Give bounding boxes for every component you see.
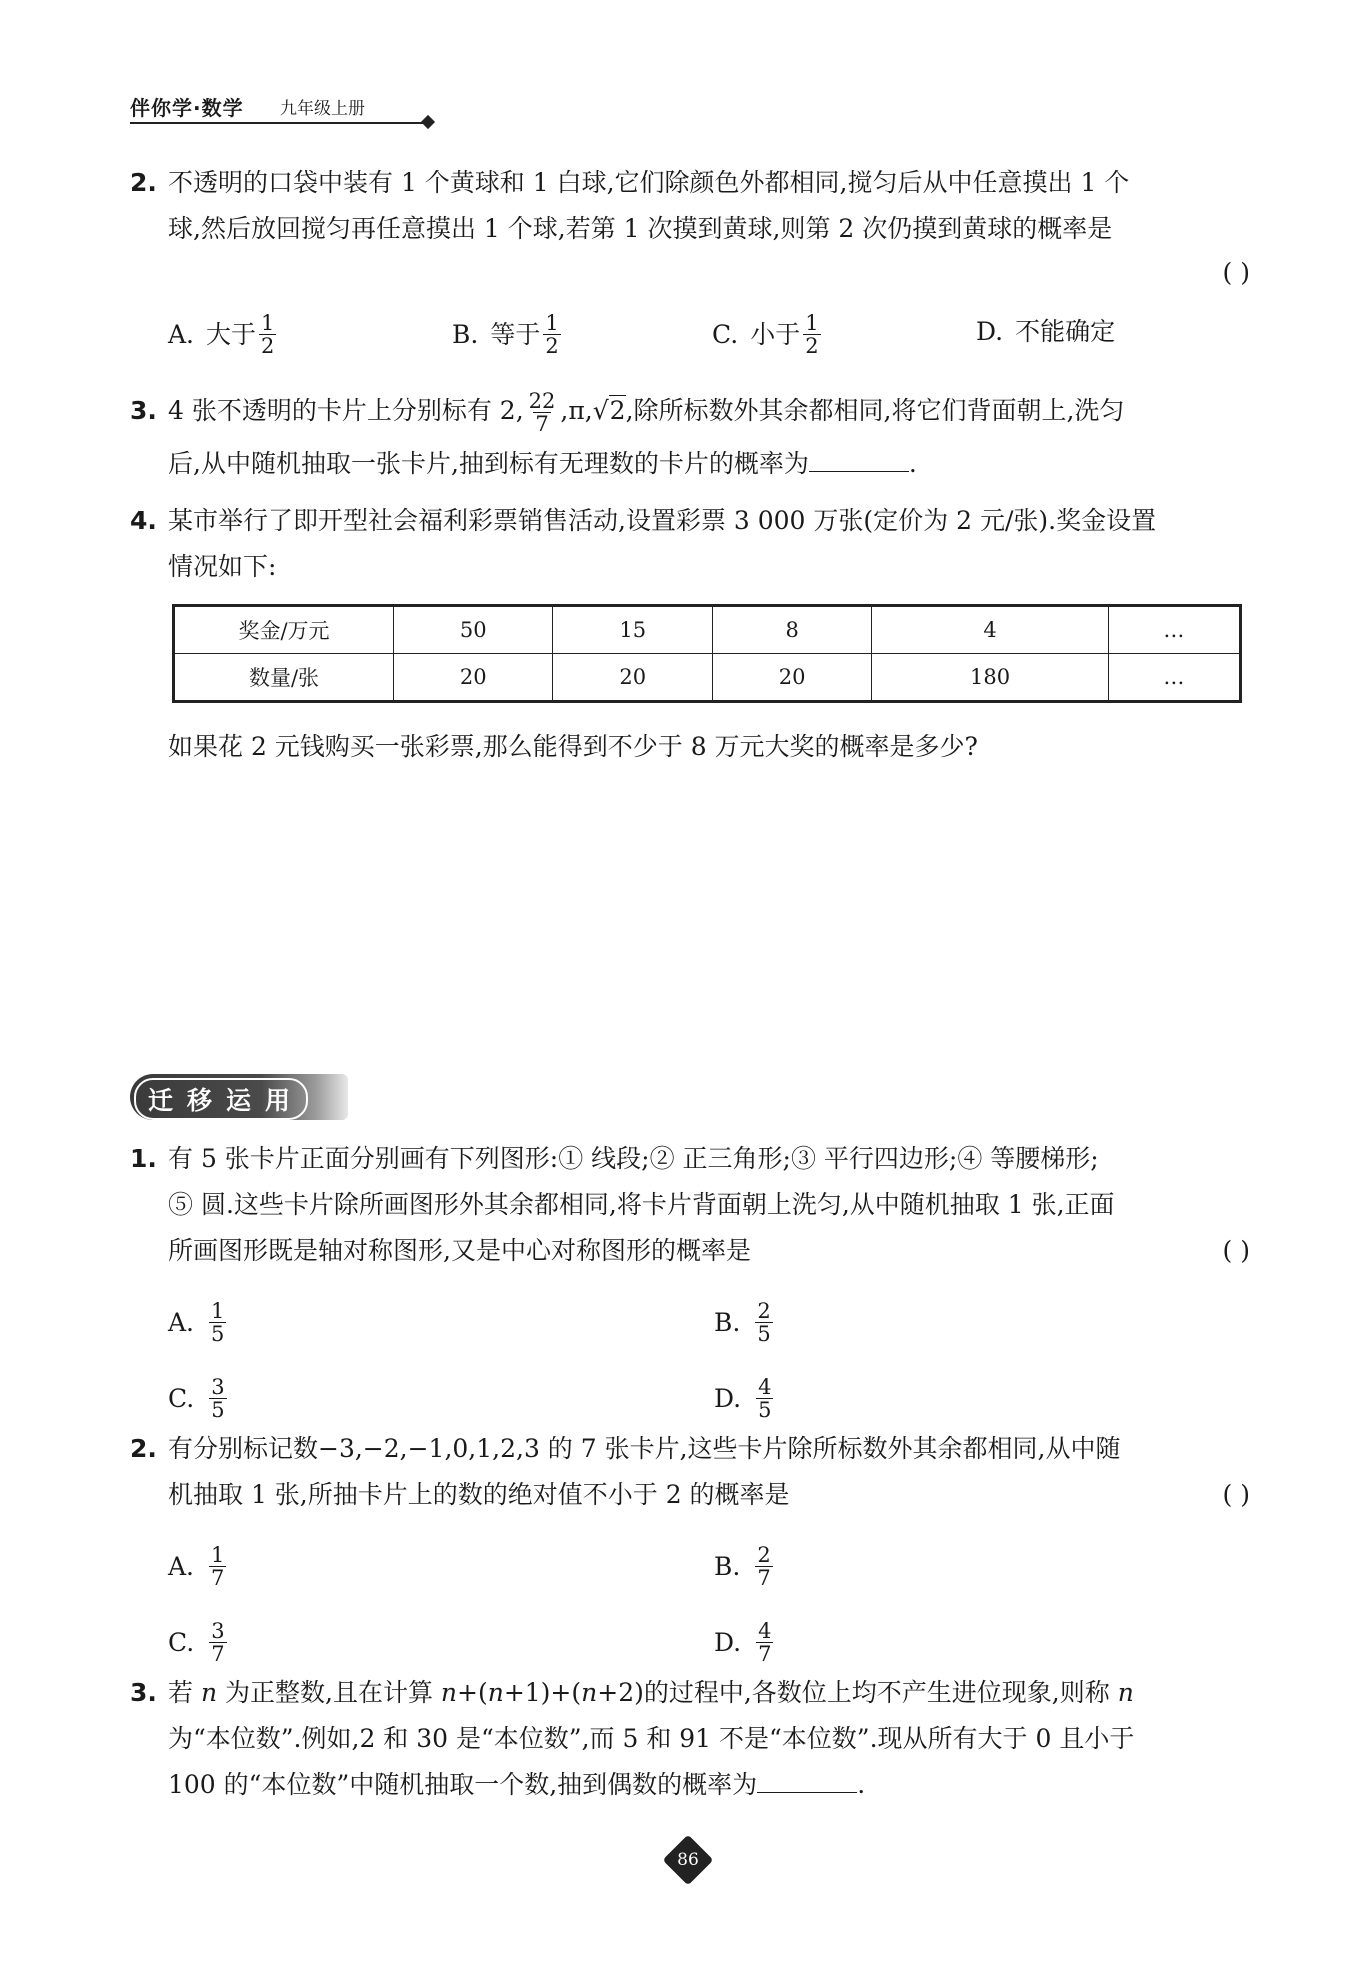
fraction: [756, 1620, 773, 1665]
fraction: [209, 1376, 226, 1421]
variable-n: n: [581, 1678, 598, 1707]
denominator: 2: [805, 334, 819, 358]
question-number: 1.: [130, 1144, 157, 1173]
option-text: 大于: [206, 319, 257, 349]
denominator: 7: [211, 1566, 225, 1590]
variable-n: n: [1117, 1678, 1134, 1707]
fraction: [756, 1376, 773, 1421]
question-number: 2.: [130, 1434, 157, 1463]
option-letter: C.: [168, 1627, 195, 1657]
question-text: 4 张不透明的卡片上分别标有 2,: [168, 396, 524, 425]
denominator: 5: [211, 1322, 225, 1346]
option-letter: C.: [712, 319, 739, 349]
section-title: 迁移运用: [148, 1086, 305, 1115]
numerator: 2: [757, 1299, 771, 1323]
table-cell: 15: [553, 606, 712, 654]
page-header: [130, 88, 430, 128]
option-b[interactable]: [714, 1300, 776, 1345]
option-letter: A.: [168, 319, 195, 349]
question-4: [130, 498, 1250, 590]
denominator: 7: [535, 412, 549, 436]
question-line: ⑤ 圆.这些卡片除所画图形外其余都相同,将卡片背面朝上洗匀,从中随机抽取 1 张,正面: [168, 1190, 1115, 1219]
table-header-cell: 数量/张: [174, 654, 394, 702]
option-letter: B.: [714, 1551, 741, 1581]
numerator: 1: [261, 311, 275, 335]
variable-n: n: [200, 1678, 218, 1707]
answer-parentheses[interactable]: ( ): [1222, 1480, 1250, 1509]
question-text: ,除所标数外其余都相同,将它们背面朝上,洗匀: [625, 396, 1125, 425]
question-text: 若: [168, 1678, 201, 1707]
table-cell: 20: [553, 654, 712, 702]
table-header-cell: 奖金/万元: [174, 606, 394, 654]
option-letter: D.: [714, 1383, 742, 1413]
table-row: [174, 606, 1241, 654]
option-text: 不能确定: [1015, 317, 1116, 346]
fraction: [259, 312, 276, 357]
option-text: 等于: [490, 319, 541, 349]
denominator: 2: [261, 334, 275, 358]
table-cell: 20: [394, 654, 553, 702]
table-cell: 50: [394, 606, 553, 654]
fraction: [209, 1620, 226, 1665]
page-number: 86: [677, 1850, 699, 1870]
question-3: [130, 388, 1250, 487]
option-a[interactable]: [168, 1544, 229, 1589]
numerator: 3: [211, 1619, 225, 1643]
transfer-question-3: [130, 1670, 1250, 1808]
question-text: +1)+(: [503, 1678, 582, 1707]
denominator: 5: [211, 1398, 225, 1422]
fraction: [803, 312, 820, 357]
book-subtitle: 九年级上册: [280, 99, 365, 119]
question-number: 3.: [130, 396, 157, 425]
table-row: [174, 654, 1241, 702]
option-text: 小于: [750, 319, 801, 349]
question-line: 有 5 张卡片正面分别画有下列图形:① 线段;② 正三角形;③ 平行四边形;④ 等腰梯形;: [168, 1144, 1099, 1173]
numerator: 4: [758, 1619, 772, 1643]
question-text: 为正整数,且在计算: [217, 1678, 441, 1707]
numerator: 3: [211, 1375, 225, 1399]
fraction: [209, 1300, 226, 1345]
question-text: 后,从中随机抽取一张卡片,抽到标有无理数的卡片的概率为: [168, 449, 809, 478]
numerator: 1: [545, 311, 559, 335]
denominator: 5: [757, 1322, 771, 1346]
answer-blank[interactable]: [757, 1768, 857, 1793]
numerator: 4: [758, 1375, 772, 1399]
fraction: [527, 390, 558, 435]
table-cell: …: [1108, 606, 1240, 654]
option-b[interactable]: [714, 1544, 776, 1589]
variable-n: n: [487, 1678, 504, 1707]
option-c[interactable]: [712, 312, 824, 357]
question-text: .: [857, 1770, 866, 1799]
question-number: 4.: [130, 506, 157, 535]
transfer-question-1: [130, 1136, 1250, 1274]
option-c[interactable]: [168, 1620, 230, 1665]
question-line: 机抽取 1 张,所抽卡片上的数的绝对值不小于 2 的概率是: [168, 1480, 790, 1509]
question-line: [168, 1762, 1250, 1808]
fraction: [209, 1544, 226, 1589]
question-text: ,π,√: [560, 396, 609, 425]
numerator: 22: [528, 389, 556, 413]
denominator: 7: [758, 1642, 772, 1666]
option-letter: C.: [168, 1383, 195, 1413]
question-line: 如果花 2 元钱购买一张彩票,那么能得到不少于 8 万元大奖的概率是多少?: [168, 732, 978, 761]
question-text: 100 的“本位数”中随机抽取一个数,抽到偶数的概率为: [168, 1770, 758, 1799]
option-letter: B.: [714, 1307, 741, 1337]
question-4-prompt: [130, 724, 1250, 770]
question-line: [168, 388, 1250, 435]
question-line: 为“本位数”.例如,2 和 30 是“本位数”,而 5 和 91 不是“本位数”.现从所有大于 0 且小于: [168, 1724, 1135, 1753]
option-d[interactable]: [976, 312, 1115, 352]
question-line: 情况如下:: [168, 552, 277, 581]
fraction: [543, 312, 560, 357]
answer-parentheses[interactable]: ( ): [1222, 258, 1250, 287]
question-number: 3.: [130, 1678, 157, 1707]
question-line: [168, 1670, 1250, 1716]
question-text: +2)的过程中,各数位上均不产生进位现象,则称: [597, 1678, 1118, 1707]
option-letter: B.: [452, 319, 479, 349]
option-c[interactable]: [168, 1376, 230, 1421]
answer-blank[interactable]: [809, 447, 909, 472]
table-cell: 180: [872, 654, 1108, 702]
question-line: [168, 441, 1250, 487]
question-line: 球,然后放回搅匀再任意摸出 1 个球,若第 1 次摸到黄球,则第 2 次仍摸到黄球的概率是: [168, 214, 1113, 243]
transfer-question-2: [130, 1426, 1250, 1518]
option-a[interactable]: [168, 1300, 229, 1345]
numerator: 2: [757, 1543, 771, 1567]
question-line: 所画图形既是轴对称图形,又是中心对称图形的概率是: [168, 1236, 751, 1265]
fraction: [755, 1544, 772, 1589]
option-d[interactable]: [714, 1376, 776, 1421]
question-line: 不透明的口袋中装有 1 个黄球和 1 白球,它们除颜色外都相同,搅匀后从中任意摸出 1 个: [168, 168, 1130, 197]
table-cell: 4: [872, 606, 1108, 654]
section-banner: [130, 1074, 348, 1120]
question-number: 2.: [130, 168, 157, 197]
fraction: [755, 1300, 772, 1345]
page-number-badge: [666, 1838, 710, 1882]
header-diamond-icon: [421, 115, 435, 129]
question-line: 某市举行了即开型社会福利彩票销售活动,设置彩票 3 000 万张(定价为 2 元/张).奖金设置: [168, 506, 1157, 535]
option-letter: D.: [714, 1627, 742, 1657]
numerator: 1: [211, 1299, 225, 1323]
denominator: 2: [545, 334, 559, 358]
answer-parentheses[interactable]: ( ): [1222, 1236, 1250, 1265]
numerator: 1: [211, 1543, 225, 1567]
variable-n: n: [440, 1678, 458, 1707]
numerator: 1: [805, 311, 819, 335]
option-d[interactable]: [714, 1620, 776, 1665]
option-letter: D.: [976, 317, 1004, 346]
header-rule: [130, 122, 430, 124]
question-2: [130, 160, 1250, 287]
denominator: 7: [757, 1566, 771, 1590]
question-text: +(: [457, 1678, 488, 1707]
prize-table: [172, 604, 1242, 703]
table-cell: 20: [712, 654, 871, 702]
option-letter: A.: [168, 1307, 195, 1337]
book-title: 伴你学·数学: [130, 96, 244, 120]
option-letter: A.: [168, 1551, 195, 1581]
sqrt-argument: 2: [609, 396, 626, 425]
question-line: 有分别标记数−3,−2,−1,0,1,2,3 的 7 张卡片,这些卡片除所标数外其余都相同,从中随: [168, 1434, 1121, 1463]
table-cell: …: [1108, 654, 1240, 702]
option-b[interactable]: [452, 312, 564, 357]
question-text: .: [908, 449, 917, 478]
option-a[interactable]: [168, 312, 279, 357]
denominator: 7: [211, 1642, 225, 1666]
table-cell: 8: [712, 606, 871, 654]
denominator: 5: [758, 1398, 772, 1422]
